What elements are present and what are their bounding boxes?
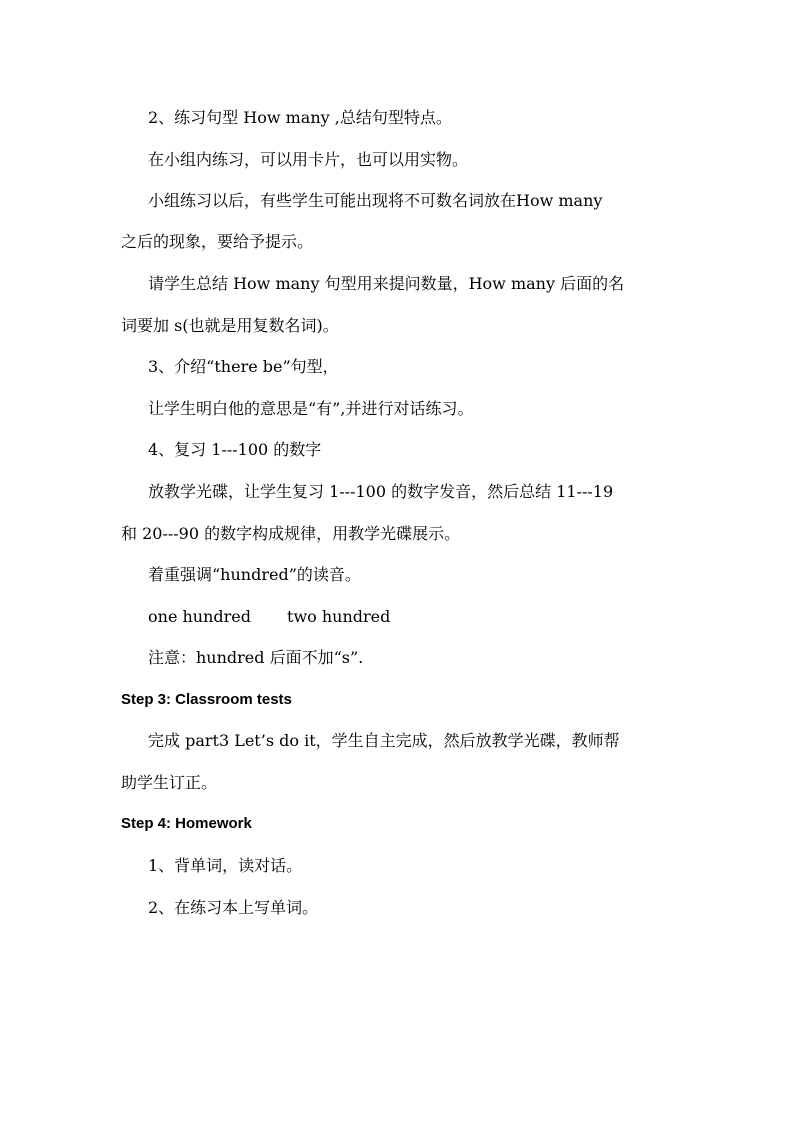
step-heading: Step 4: Homework [121,815,252,832]
paragraph-line: 在小组内练习，可以用卡片，也可以用实物。 [148,150,469,169]
paragraph-line: 之后的现象，要给予提示。 [121,232,314,251]
paragraph-line: 1、背单词，读对话。 [148,856,303,875]
paragraph-line: 2、练习句型 How many ,总结句型特点。 [148,108,452,127]
example-line [148,607,390,627]
paragraph-line: 着重强调“hundred”的读音。 [148,565,361,584]
paragraph-line: 4、复习 1---100 的数字 [148,440,322,459]
paragraph-line: 请学生总结 How many 句型用来提问数量，How many 后面的名 [148,274,625,293]
paragraph-line: 完成 part3 Let’s do it，学生自主完成，然后放教学光碟，教师帮 [148,731,620,750]
paragraph-line: 和 20---90 的数字构成规律，用教学光碟展示。 [121,524,461,543]
paragraph-line: 3、介绍“there be”句型， [148,357,339,376]
example-word-one: one hundred [148,607,252,626]
step-heading: Step 3: Classroom tests [121,691,292,708]
paragraph-line: 注意：hundred 后面不加“s”. [148,648,364,667]
example-word-two: two hundred [287,607,391,626]
paragraph-line: 助学生订正。 [121,773,218,792]
paragraph-line: 放教学光碟，让学生复习 1---100 的数字发音，然后总结 11---19 [148,482,614,501]
paragraph-line: 词要加 s(也就是用复数名词)。 [121,316,339,335]
paragraph-line: 2、在练习本上写单词。 [148,898,319,917]
paragraph-line: 让学生明白他的意思是“有”,并进行对话练习。 [148,399,474,418]
paragraph-line: 小组练习以后，有些学生可能出现将不可数名词放在How many [148,191,603,210]
